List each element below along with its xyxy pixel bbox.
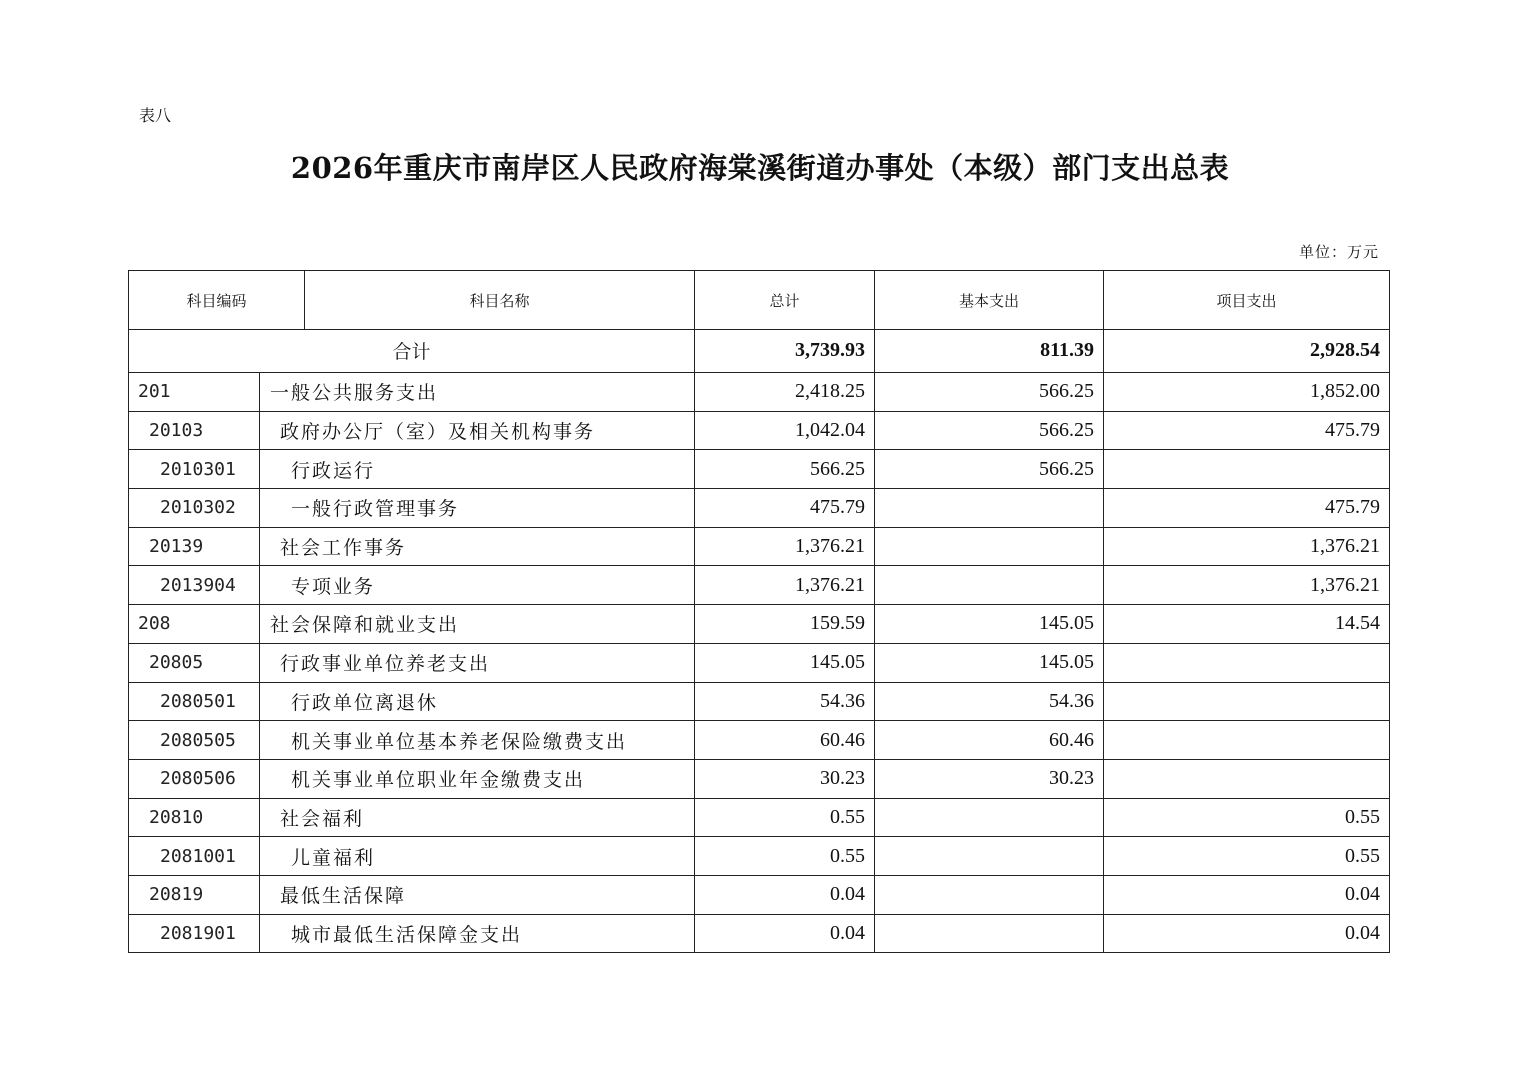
row-project: 0.04 bbox=[1345, 883, 1380, 906]
table-row bbox=[129, 566, 1389, 605]
table-header bbox=[128, 270, 1390, 330]
row-basic: 145.05 bbox=[875, 605, 1104, 643]
row-total: 0.55 bbox=[695, 837, 875, 875]
unit-note: 单位：万元 bbox=[1298, 243, 1379, 261]
summary-row bbox=[129, 329, 1389, 373]
row-name: 城市最低生活保障金支出 bbox=[260, 915, 695, 953]
row-project: 14.54 bbox=[1335, 612, 1380, 635]
table-label: 表八 bbox=[139, 106, 172, 125]
row-basic: 60.46 bbox=[875, 721, 1104, 759]
row-total: 30.23 bbox=[695, 760, 875, 798]
table-row bbox=[129, 915, 1389, 954]
row-basic bbox=[875, 799, 1104, 837]
row-code: 2081001 bbox=[129, 837, 260, 875]
row-project: 1,376.21 bbox=[1310, 573, 1380, 596]
row-code: 2080501 bbox=[129, 683, 260, 721]
header-name: 科目名称 bbox=[305, 271, 695, 329]
row-total: 0.04 bbox=[695, 915, 875, 953]
row-code: 2080506 bbox=[129, 760, 260, 798]
page-title: 2026年重庆市南岸区人民政府海棠溪街道办事处（本级）部门支出总表 bbox=[290, 151, 1230, 185]
table-row bbox=[129, 683, 1389, 722]
row-project bbox=[1104, 683, 1389, 721]
row-basic: 54.36 bbox=[875, 683, 1104, 721]
expenditure-table bbox=[128, 329, 1390, 953]
header-basic: 基本支出 bbox=[875, 271, 1104, 329]
row-basic: 30.23 bbox=[875, 760, 1104, 798]
table-row bbox=[129, 373, 1389, 412]
table-row bbox=[129, 837, 1389, 876]
row-name: 社会保障和就业支出 bbox=[260, 605, 695, 643]
row-code: 2081901 bbox=[129, 915, 260, 953]
row-basic bbox=[875, 566, 1104, 604]
row-basic bbox=[875, 915, 1104, 953]
row-basic: 566.25 bbox=[875, 412, 1104, 450]
row-name: 一般公共服务支出 bbox=[260, 373, 695, 411]
row-total: 145.05 bbox=[695, 644, 875, 682]
row-name: 机关事业单位职业年金缴费支出 bbox=[260, 760, 695, 798]
row-code: 2010301 bbox=[129, 450, 260, 488]
table-row bbox=[129, 528, 1389, 567]
row-code: 208 bbox=[129, 605, 260, 643]
row-project: 0.55 bbox=[1345, 844, 1380, 867]
row-name: 政府办公厅（室）及相关机构事务 bbox=[260, 412, 695, 450]
table-row bbox=[129, 412, 1389, 451]
row-basic bbox=[875, 837, 1104, 875]
row-name: 行政单位离退休 bbox=[260, 683, 695, 721]
summary-total: 3,739.93 bbox=[695, 329, 875, 372]
table-row bbox=[129, 760, 1389, 799]
table-row bbox=[129, 876, 1389, 915]
row-name: 机关事业单位基本养老保险缴费支出 bbox=[260, 721, 695, 759]
row-name: 一般行政管理事务 bbox=[260, 489, 695, 527]
header-code: 科目编码 bbox=[129, 271, 305, 329]
row-code: 20103 bbox=[129, 412, 260, 450]
table-row bbox=[129, 489, 1389, 528]
row-name: 社会工作事务 bbox=[260, 528, 695, 566]
row-total: 60.46 bbox=[695, 721, 875, 759]
summary-basic: 811.39 bbox=[875, 329, 1104, 372]
row-basic: 145.05 bbox=[875, 644, 1104, 682]
row-total: 1,042.04 bbox=[695, 412, 875, 450]
row-project: 1,852.00 bbox=[1310, 380, 1380, 403]
row-project bbox=[1104, 644, 1389, 682]
table-row bbox=[129, 799, 1389, 838]
table-row bbox=[129, 721, 1389, 760]
row-total: 54.36 bbox=[695, 683, 875, 721]
row-name: 儿童福利 bbox=[260, 837, 695, 875]
summary-label: 合计 bbox=[129, 329, 695, 372]
table-row bbox=[129, 644, 1389, 683]
row-basic bbox=[875, 489, 1104, 527]
table-row bbox=[129, 605, 1389, 644]
row-total: 159.59 bbox=[695, 605, 875, 643]
row-basic bbox=[875, 876, 1104, 914]
row-code: 20805 bbox=[129, 644, 260, 682]
header-project: 项目支出 bbox=[1216, 291, 1277, 310]
row-total: 2,418.25 bbox=[695, 373, 875, 411]
row-code: 20810 bbox=[129, 799, 260, 837]
row-total: 0.55 bbox=[695, 799, 875, 837]
row-total: 566.25 bbox=[695, 450, 875, 488]
row-project: 0.04 bbox=[1345, 921, 1380, 944]
header-total: 总计 bbox=[695, 271, 875, 329]
row-name: 行政事业单位养老支出 bbox=[260, 644, 695, 682]
row-project bbox=[1104, 721, 1389, 759]
summary-project: 2,928.54 bbox=[1310, 339, 1380, 361]
row-basic: 566.25 bbox=[875, 373, 1104, 411]
row-basic bbox=[875, 528, 1104, 566]
row-project: 475.79 bbox=[1325, 496, 1380, 519]
row-total: 1,376.21 bbox=[695, 528, 875, 566]
row-name: 社会福利 bbox=[260, 799, 695, 837]
table-row bbox=[129, 450, 1389, 489]
row-name: 最低生活保障 bbox=[260, 876, 695, 914]
row-code: 201 bbox=[129, 373, 260, 411]
row-basic: 566.25 bbox=[875, 450, 1104, 488]
row-project bbox=[1104, 450, 1389, 488]
row-name: 专项业务 bbox=[260, 566, 695, 604]
row-total: 1,376.21 bbox=[695, 566, 875, 604]
row-name: 行政运行 bbox=[260, 450, 695, 488]
row-project: 1,376.21 bbox=[1310, 535, 1380, 558]
row-total: 0.04 bbox=[695, 876, 875, 914]
row-code: 2080505 bbox=[129, 721, 260, 759]
row-code: 20139 bbox=[129, 528, 260, 566]
row-code: 20819 bbox=[129, 876, 260, 914]
row-total: 475.79 bbox=[695, 489, 875, 527]
row-project bbox=[1104, 760, 1389, 798]
row-project: 0.55 bbox=[1345, 805, 1380, 828]
row-code: 2013904 bbox=[129, 566, 260, 604]
row-code: 2010302 bbox=[129, 489, 260, 527]
row-project: 475.79 bbox=[1325, 419, 1380, 442]
